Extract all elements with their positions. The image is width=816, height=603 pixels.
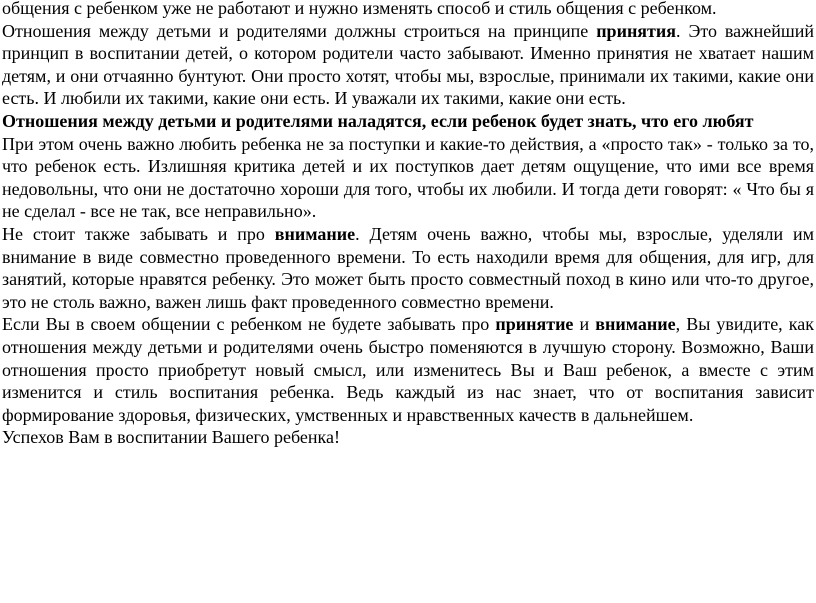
paragraph-attention xyxy=(2,223,814,313)
paragraph-attention-rest: . Детям очень важно, чтобы мы, взрослые, уделяли им внимание в виде совместно проведенного времени. То есть находили время для общения, для игр, для занятий, которые нравятся ребенку. Это может быть просто совместный поход в кино или что-то другое, это не столь важно, важен лишь факт проведенного совместно времени. xyxy=(2,223,815,312)
paragraph-acceptance xyxy=(2,20,814,110)
paragraph-conclusion-start: Если Вы в своем общении с ребенком не будете забывать про xyxy=(2,314,496,335)
section-heading: Отношения между детьми и родителями наладятся, если ребенок будет знать, что его любят xyxy=(2,110,754,131)
paragraph-conclusion-rest: , Вы увидите, как отношения между детьми и родителями очень быстро поменяются в лучшую сторону. Возможно, Ваши отношения просто приобретут новый смысл, или изменитесь Вы и Ваш ребенок, а вместе с этим изменится и стиль воспитания ребенка. Ведь каждый из нас знает, что от воспитания зависит формирование здоровья, физических, умственных и нравственных качеств в дальнейшем. xyxy=(2,314,814,425)
bold-term-attention-2: внимание xyxy=(595,314,676,335)
bold-term-attention: внимание xyxy=(274,223,356,244)
paragraph-acceptance-rest: . Это важнейший принцип в воспитании детей, о котором родители часто забывают. Именно принятия не хватает нашим детям, и они отчаянно бунтуют. Они просто хотят, чтобы мы, взрослые, принимали их такими, какие они есть. И любили их такими, какие они есть. И уважали их такими, какие они есть. xyxy=(2,20,814,109)
paragraph-conclusion xyxy=(2,313,814,426)
paragraph-conclusion-and: и xyxy=(573,314,596,335)
paragraph-intro: общения с ребенком уже не работают и нужно изменять способ и стиль общения с ребенком. xyxy=(2,0,717,18)
paragraph-love: При этом очень важно любить ребенка не за поступки и какие-то действия, а «просто так» - только за то, что ребенок есть. Излишняя критика детей и их поступков дает детям ощущение, что ими все время недовольны, что они не достаточно хороши для того, чтобы их любили. И тогда дети говорят: « Что бы я не сделал - все не так, все неправильно». xyxy=(2,133,814,222)
bold-term-acceptance-2: принятие xyxy=(495,314,574,335)
paragraph-attention-start: Не стоит также забывать и про xyxy=(2,223,275,244)
closing-line: Успехов Вам в воспитании Вашего ребенка! xyxy=(2,427,340,448)
paragraph-acceptance-start: Отношения между детьми и родителями должны строиться на принципе xyxy=(2,20,597,41)
bold-term-acceptance: принятия xyxy=(596,20,677,41)
